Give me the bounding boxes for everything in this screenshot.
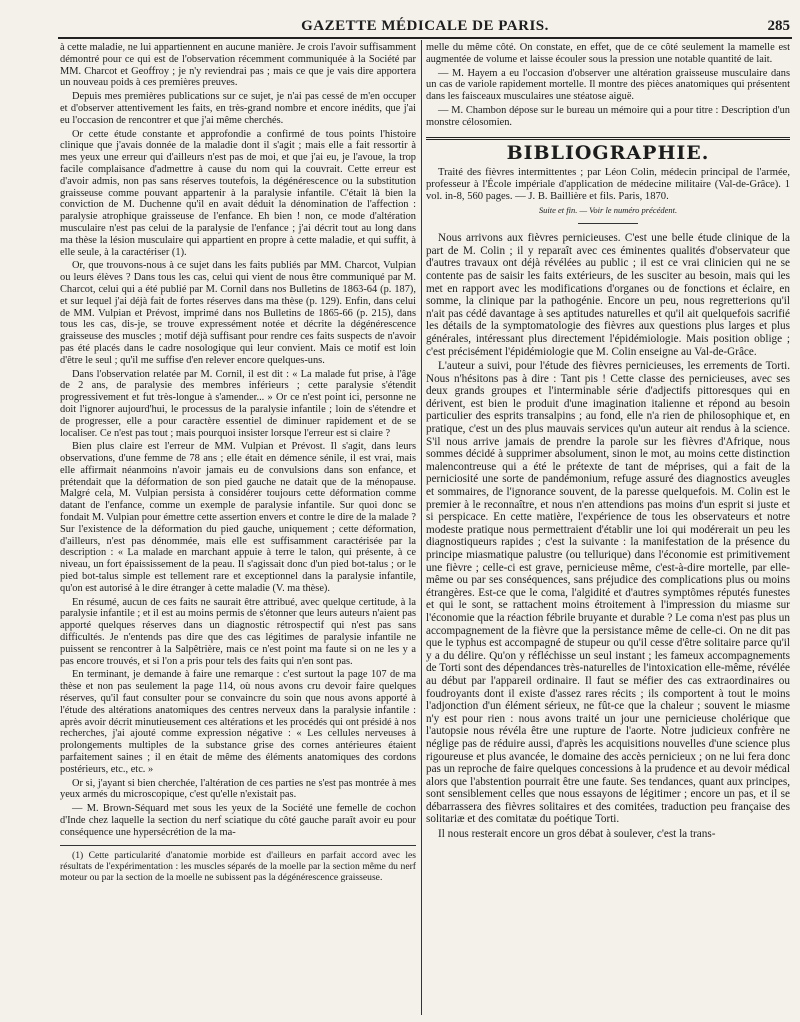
paragraph: — M. Chambon dépose sur le bureau un mémoire qui a pour titre : Description d'un monstre célosomien. [426, 104, 790, 128]
section-title: BIBLIOGRAPHIE. [506, 141, 710, 164]
paragraph: En terminant, je demande à faire une remarque : c'est surtout la page 107 de ma thèse et non pas seulement la page 114, où nous avons cru devoir faire quelques réserves, qu'il faut consulter pour se convaincre du soin que nous avons apporté à l'étude des altérations anatomiques des centres nerveux dans la paralysie infantile : après avoir décrit minutieusement ces altérations et les procédés qui ont présidé à nos recherches, j'ai ajouté comme expression négative : « Les cellules nerveuses à prolongements multiples de la substance grise des cornes antérieures étaient parfaitement saines ; il en était de même des éléments anatomiques des cordons postérieurs, etc., etc. » [60, 669, 416, 775]
page-number: 285 [767, 18, 790, 34]
page-header [60, 10, 790, 40]
paragraph: — M. Brown-Séquard met sous les yeux de la Société une femelle de cochon d'Inde chez laquelle la section du nerf sciatique du côté gauche paraît avoir eu pour conséquence une hypersécrétion de la ma- [60, 803, 416, 838]
header-rule [58, 37, 792, 39]
footnote: (1) Cette particularité d'anatomie morbide est d'ailleurs en parfait accord avec les résultats de l'expérimentation : les muscles séparés de la moelle par la section même du nerf moteur ou par la section de la moelle ne subissent pas la dégénérescence graisseuse. [60, 849, 416, 883]
paragraph: Or si, j'ayant si bien cherchée, l'altération de ces parties ne s'est pas montrée à mes yeux armés du microscopique, c'est qu'elle n'existait pas. [60, 777, 416, 801]
journal-title: GAZETTE MÉDICALE DE PARIS. [301, 18, 549, 34]
paragraph: Bien plus claire est l'erreur de MM. Vulpian et Prévost. Il s'agit, dans leurs observations, d'une femme de 78 ans ; elle était en démence sénile, il est vrai, mais elle affirmait néanmoins n'avoir jamais eu de convulsions dans son enfance, et prétendait que la déformation de son pied gauche ne datait que de la ménopause. Malgré cela, M. Vulpian persista à considérer toujours cette déformation comme datant de l'enfance, comme un exemple de paralysie infantile. Sur quoi donc se fondait M. Vulpian pour émettre cette assertion envers et contre le dire de la malade ? Sur l'existence de la déformation du pied gauche, uniquement ; cette déformation, d'ailleurs, n'est pas dénommée, mais elle est suffisamment caractérisée par la description : « La malade en marchant appuie à terre le talon, qui présente, à ce niveau, un fort épaississement de la peau. Il s'agissait donc d'un pied bot-talus ; or le pied bot-talus simple est tellement rare et exceptionnel dans la paralysie infantile, qu'on est autorisé à le dire étranger à cette maladie (V. ma thèse). [60, 441, 416, 594]
continuation-note: Suite et fin. — Voir le numéro précédent. [538, 205, 678, 216]
left-column [60, 42, 416, 885]
paragraph: Nous arrivons aux fièvres pernicieuses. C'est une belle étude clinique de la part de M. Colin ; il y reparaît avec ces éminentes qualités d'observateur que d'autres travaux ont déjà révélées au public ; il est ce vrai clinicien qui ne se contente pas de saisir les faits extérieurs, de les susciter au besoin, mais qui les met en rapport avec les modifications d'organes ou de fonctions et éclaire, en somme, la clinique par la pathogénie. Encore un peu, nous regretterions qu'il n'ait pas cédé davantage à ses aptitudes naturelles et qu'il ait quelquefois sacrifié les détails de la symptomatologie des fièvres aux questions plus larges et plus générales, intéressant plus directement l'épidémiologie. Mais position oblige ; c'est précisément l'épidémiologie que M. Colin enseigne au Val-de-Grâce. [426, 232, 790, 358]
paragraph: — M. Hayem a eu l'occasion d'observer une altération graisseuse musculaire dans un cas de variole rapidement mortelle. Il montre des pièces anatomiques qui présentent dans les faisceaux musculaires une stéatose aiguë. [426, 67, 790, 103]
paragraph: melle du même côté. On constate, en effet, que de ce côté seulement la mamelle est augmentée de volume et laisse écouler sous la pression une notable quantité de lait. [426, 42, 790, 65]
right-column [426, 42, 790, 843]
book-reference: Traité des fièvres intermittentes ; par Léon Colin, médecin principal de l'armée, professeur à l'École impériale d'application de médecine militaire (Val-de-Grâce). 1 vol. in-8, 560 pages. — J. B. Baillière et fils. Paris, 1870. [426, 167, 790, 203]
column-divider [421, 40, 422, 1015]
paragraph: Or cette étude constante et approfondie a confirmé de tous points l'histoire clinique que j'avais donnée de la maladie dont il s'agit ; mais elle a fait ressortir à mes yeux une erreur qui d'ailleurs n'est pas de moi, et que j'ai eu, je l'avoue, la trop facile complaisance d'admettre à cause du nom qui la couvrait. Cette erreur est d'avoir admis, non pas sans réserves toutefois, la dégénérescence ou la substitution graisseuse comme pouvant appartenir à la paralysie infantile. C'était là bien la conviction de M. Duchenne qu'il en avait déduit la dénomination de l'affection : paralysie atrophique graisseuse de l'enfance. Eh bien ! non, ce mode d'altération musculaire n'est pas celui de la paralysie de l'enfance ; j'ai décrit tout au long dans ma thèse la lésion musculaire qui appartient en propre à cette maladie, et qui suffit, à elle seule, à la caractériser (1). [60, 128, 416, 258]
paragraph: Depuis mes premières publications sur ce sujet, je n'ai pas cessé de m'en occuper et d'observer attentivement les faits, en très-grand nombre et encore inédits, que j'ai eu l'occasion de rencontrer et que j'ai même cherchés. [60, 91, 416, 126]
paragraph: Il nous resterait encore un gros débat à soulever, c'est la trans- [438, 828, 716, 841]
paragraph: L'auteur a suivi, pour l'étude des fièvres pernicieuses, les errements de Torti. Nous n'hésitons pas à dire : Tant pis ! Cette classe des pernicieuses, avec ses deux grands groupes et l'interminable série d'adjectifs pittoresques qui en dérivent, est bien le produit d'une imagination italienne et répond au besoin particulier des esprits transalpins ; au fond, elle n'a rien de philosophique et, en pratique, c'est un des plus mauvais services qu'un auteur ait rendus à la science. S'il nous arrive jamais de prendre la parole sur les fièvres d'Afrique, nous sommes décidé à supprimer absolument, sinon le mot, au moins cette distinction malencontreuse qui a été le prétexte de tant de méprises, qui a fait de la perniciosité une sorte de pandémonium, refuge assuré des diagnostics aveugles et sommaires, de l'ignorance souvent, de la paresse quelquefois. M. Colin est le premier à le reconnaître, et nous n'en attendions pas moins d'un esprit si juste et si perspicace. En cette matière, l'expérience de tous les observateurs et notre modeste pratique nous permettraient d'établir une loi qui modérerait un peu les diagnostiqueurs rapides ; c'est la suivante : la manifestation de la présence du principe miasmatique palustre (ou tellurique) dans l'économie est primitivement une fièvre ; celle-ci est grave, pernicieuse même, c'est-à-dire mortelle, par elle-même ou par ses conséquences, sans préjudice des complications plus ou moins étrangères. Est-ce que le coma, l'algidité et d'autres symptômes réputés funestes et qui le sont, se rattachent moins étroitement à l'impression du miasme sur l'économie que la réaction fébrile bruyante et durable ? Le coma n'est pas plus un accompagnement de la fièvre que la persistance même de celle-ci. On ne dit pas que le typhus est accompagné de stupeur ou qu'il cesse d'être solitaire parce qu'il y a du délire. Qu'on y réfléchisse un seul instant ; les fameux accompagnements de Torti sont des dépendances très-naturelles de l'intoxication elle-même, révélée au début par l'appareil ordinaire. Il faut se méfier des cas extraordinaires ou foudroyants dont il existe d'assez rares récits ; ils comportent à tout le moins l'adjonction d'un élément sérieux, ne fût-ce que la chaleur ; souvent le miasme n'y est pour rien : nous avons traité un jour une pernicieuse cholérique que l'autopsie nous révéla être une rupture de l'aorte. Notre judicieux confrère ne néglige pas de réduire aussi, d'après les acquisitions nouvelles d'une science plus rigoureuse et plus avancée, le domaine des accès pernicieux ; on ne lui fera donc pas un reproche de faire quelques concessions à la prudence et au devoir médical alors que l'abstention pourrait être une faute. Ses tendances, quant aux principes, sont sensiblement celles que nous essayons de légitimer ; encore un pas, et il se débarrassera des fièvres solitaires et des comitées, traduction peu française des solitariæ et des comitatæ du poétique Torti. [426, 360, 790, 826]
section-rule [426, 137, 790, 140]
footnote-rule [60, 845, 416, 846]
paragraph: Dans l'observation relatée par M. Cornil, il est dit : « La malade fut prise, à l'âge de 2 ans, de paralysie des membres inférieurs ; cette paralysie s'étendit progressivement et fut très-longue à s'amender... » Or ce n'est point ici, personne ne doit l'ignorer aujourd'hui, le processus de la paralysie infantile ; loin de s'étendre et de progresser, elle a pour caractère essentiel de diminuer rapidement et de se localiser. Ce n'est pas tout ; mais pourquoi insister lorsque l'erreur est si claire ? [60, 368, 416, 439]
paragraph: à cette maladie, ne lui appartiennent en aucune manière. Je crois l'avoir suffisamment démontré pour ce qui est de l'observation récemment communiquée à la Société par MM. Charcot et Geoffroy ; je n'y reviendrai pas ; mais ce que je vais dire apportera un nouveau poids à ces premières preuves. [60, 42, 416, 89]
short-rule [578, 223, 638, 224]
paragraph: Or, que trouvons-nous à ce sujet dans les faits publiés par MM. Charcot, Vulpian ou leurs élèves ? Dans tous les cas, celui qui vient de nous être communiqué par M. Charcot, celui qui a été publié par M. Cornil dans nos Bulletins de 1863-64 (p. 187), et sur lequel j'ai déjà fait de fortes réserves dans ma thèse (p. 129). Enfin, dans celui de MM. Vulpian et Prévost, imprimé dans nos Bulletins de 1865-66 (p. 215), dans tous les cas, dis-je, se trouve expressément notée et décrite la dégénérescence graisseuse des muscles ; motif déjà suffisant pour rendre ces faits suspects de n'avoir pas été placés dans le cadre nosologique qui leur convient. Mais ce motif est loin d'être le seul ; qu'il me suffise d'en relever encore quelques-uns. [60, 260, 416, 366]
paragraph: En résumé, aucun de ces faits ne saurait être attribué, avec quelque certitude, à la paralysie infantile ; et il est au moins permis de s'étonner que leurs auteurs n'aient pas apporté quelques réserves dans un diagnostic rétrospectif qui n'est pas sans difficultés. Je n'entends pas dire que des cas légitimes de paralysie infantile ne puissent se rencontrer à la Salpêtrière, mais ce n'est point ma faute si on ne les y a pas encore trouvés, et si l'on a pris pour tels des faits qui n'en sont pas. [60, 596, 416, 667]
review-body [426, 232, 790, 841]
